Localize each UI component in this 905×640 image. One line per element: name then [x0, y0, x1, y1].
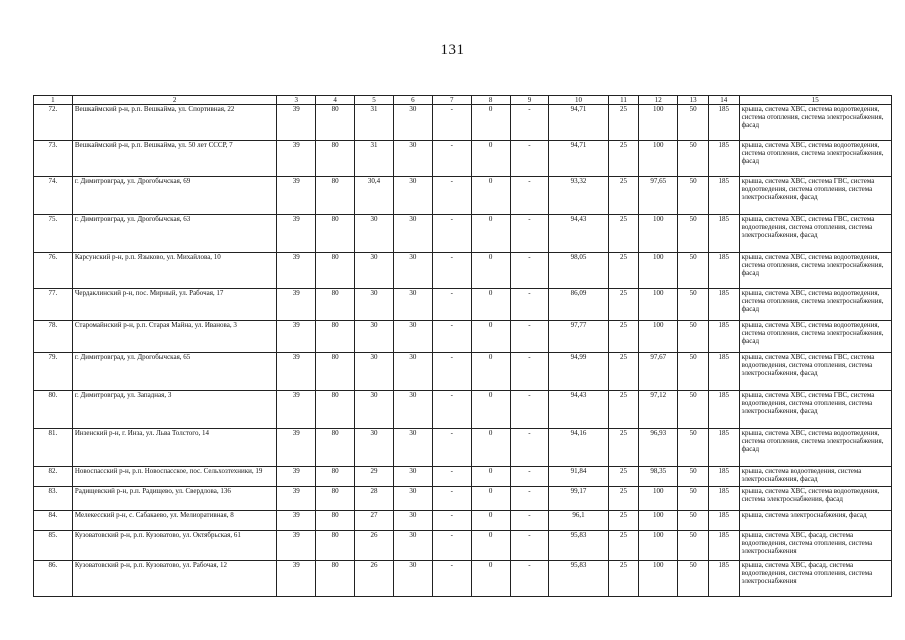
- value-cell-14: 185: [708, 105, 739, 141]
- value-cell-5: 30: [355, 215, 394, 253]
- value-cell-14: 185: [708, 511, 739, 531]
- value-cell-3: 39: [277, 353, 316, 391]
- value-cell-14: 185: [708, 531, 739, 561]
- value-cell-6: 30: [393, 253, 432, 289]
- value-cell-4: 80: [316, 321, 355, 353]
- column-header-8: 8: [471, 96, 510, 105]
- value-cell-5: 27: [355, 511, 394, 531]
- value-cell-9: -: [510, 391, 549, 429]
- works-cell: крыша, система ХВС, система водоотведения, система отопления, система электроснабжения, фасад: [739, 105, 891, 141]
- value-cell-14: 185: [708, 429, 739, 467]
- value-cell-4: 80: [316, 289, 355, 321]
- column-header-15: 15: [739, 96, 891, 105]
- value-cell-13: 50: [678, 561, 709, 597]
- value-cell-4: 80: [316, 215, 355, 253]
- value-cell-5: 30,4: [355, 177, 394, 215]
- value-cell-9: -: [510, 487, 549, 511]
- works-cell: крыша, система ХВС, фасад, система водоотведения, система отопления, система электроснабжения: [739, 531, 891, 561]
- value-cell-13: 50: [678, 487, 709, 511]
- value-cell-13: 50: [678, 177, 709, 215]
- row-number: 76.: [34, 253, 73, 289]
- value-cell-10: 94,99: [549, 353, 608, 391]
- table-row: [34, 215, 892, 253]
- table-row: [34, 141, 892, 177]
- value-cell-9: -: [510, 215, 549, 253]
- value-cell-6: 30: [393, 531, 432, 561]
- value-cell-5: 29: [355, 467, 394, 487]
- value-cell-3: 39: [277, 253, 316, 289]
- value-cell-10: 96,1: [549, 511, 608, 531]
- value-cell-9: -: [510, 321, 549, 353]
- value-cell-10: 98,05: [549, 253, 608, 289]
- value-cell-9: -: [510, 467, 549, 487]
- value-cell-4: 80: [316, 253, 355, 289]
- value-cell-13: 50: [678, 321, 709, 353]
- value-cell-8: 0: [471, 289, 510, 321]
- table-row: [34, 467, 892, 487]
- value-cell-7: -: [432, 531, 471, 561]
- value-cell-9: -: [510, 353, 549, 391]
- value-cell-8: 0: [471, 215, 510, 253]
- row-number: 78.: [34, 321, 73, 353]
- value-cell-6: 30: [393, 561, 432, 597]
- address-cell: Чердаклинский р-н, пос. Мирный, ул. Рабочая, 17: [72, 289, 277, 321]
- value-cell-3: 39: [277, 561, 316, 597]
- value-cell-8: 0: [471, 105, 510, 141]
- address-cell: Новоспасский р-н, р.п. Новоспасское, пос. Сельхозтехники, 19: [72, 467, 277, 487]
- value-cell-4: 80: [316, 511, 355, 531]
- value-cell-4: 80: [316, 487, 355, 511]
- value-cell-8: 0: [471, 141, 510, 177]
- value-cell-10: 91,84: [549, 467, 608, 487]
- works-cell: крыша, система ХВС, система водоотведения, система отопления, система электроснабжения, фасад: [739, 141, 891, 177]
- value-cell-3: 39: [277, 289, 316, 321]
- address-cell: Кузоватовский р-н, р.п. Кузоватово, ул. Октябрьская, 61: [72, 531, 277, 561]
- value-cell-7: -: [432, 321, 471, 353]
- column-header-12: 12: [639, 96, 678, 105]
- column-header-7: 7: [432, 96, 471, 105]
- value-cell-6: 30: [393, 391, 432, 429]
- column-header-13: 13: [678, 96, 709, 105]
- address-cell: г. Димитровград, ул. Дрогобычская, 65: [72, 353, 277, 391]
- value-cell-5: 31: [355, 105, 394, 141]
- value-cell-7: -: [432, 391, 471, 429]
- row-number: 83.: [34, 487, 73, 511]
- table-row: [34, 561, 892, 597]
- works-cell: крыша, система ХВС, система водоотведения, система отопления, система электроснабжения, фасад: [739, 321, 891, 353]
- column-header-14: 14: [708, 96, 739, 105]
- value-cell-10: 94,71: [549, 105, 608, 141]
- value-cell-8: 0: [471, 391, 510, 429]
- value-cell-10: 97,77: [549, 321, 608, 353]
- table-row: [34, 511, 892, 531]
- works-cell: крыша, система ХВС, система ГВС, система водоотведения, система отопления, система электроснабжения, фасад: [739, 215, 891, 253]
- value-cell-14: 185: [708, 467, 739, 487]
- table-row: [34, 177, 892, 215]
- value-cell-12: 100: [639, 321, 678, 353]
- value-cell-10: 94,71: [549, 141, 608, 177]
- value-cell-13: 50: [678, 141, 709, 177]
- column-header-4: 4: [316, 96, 355, 105]
- address-cell: Карсунский р-н, р.п. Языково, ул. Михайлова, 10: [72, 253, 277, 289]
- value-cell-8: 0: [471, 511, 510, 531]
- address-cell: Кузоватовский р-н, р.п. Кузоватово, ул. Рабочая, 12: [72, 561, 277, 597]
- value-cell-13: 50: [678, 391, 709, 429]
- value-cell-11: 25: [608, 531, 639, 561]
- row-number: 74.: [34, 177, 73, 215]
- value-cell-4: 80: [316, 105, 355, 141]
- value-cell-13: 50: [678, 105, 709, 141]
- value-cell-7: -: [432, 253, 471, 289]
- value-cell-3: 39: [277, 105, 316, 141]
- works-cell: крыша, система ХВС, система водоотведения, система электроснабжения, фасад: [739, 487, 891, 511]
- value-cell-14: 185: [708, 253, 739, 289]
- value-cell-9: -: [510, 141, 549, 177]
- column-header-1: 1: [34, 96, 73, 105]
- value-cell-3: 39: [277, 391, 316, 429]
- value-cell-7: -: [432, 177, 471, 215]
- value-cell-5: 28: [355, 487, 394, 511]
- address-cell: Вешкаймский р-н, р.п. Вешкайма, ул. Спортивная, 22: [72, 105, 277, 141]
- value-cell-6: 30: [393, 511, 432, 531]
- value-cell-11: 25: [608, 215, 639, 253]
- works-cell: крыша, система ХВС, система ГВС, система водоотведения, система отопления, система электроснабжения, фасад: [739, 353, 891, 391]
- value-cell-10: 94,43: [549, 215, 608, 253]
- table-row: [34, 531, 892, 561]
- row-number: 85.: [34, 531, 73, 561]
- value-cell-12: 100: [639, 511, 678, 531]
- value-cell-5: 30: [355, 253, 394, 289]
- value-cell-6: 30: [393, 353, 432, 391]
- table-body: [34, 105, 892, 597]
- table-row: [34, 289, 892, 321]
- value-cell-6: 30: [393, 467, 432, 487]
- value-cell-9: -: [510, 429, 549, 467]
- value-cell-9: -: [510, 177, 549, 215]
- row-number: 80.: [34, 391, 73, 429]
- value-cell-9: -: [510, 253, 549, 289]
- value-cell-4: 80: [316, 177, 355, 215]
- value-cell-7: -: [432, 105, 471, 141]
- value-cell-13: 50: [678, 215, 709, 253]
- value-cell-4: 80: [316, 531, 355, 561]
- value-cell-7: -: [432, 353, 471, 391]
- value-cell-12: 100: [639, 215, 678, 253]
- value-cell-5: 30: [355, 429, 394, 467]
- value-cell-6: 30: [393, 289, 432, 321]
- table-row: [34, 429, 892, 467]
- value-cell-14: 185: [708, 353, 739, 391]
- value-cell-10: 94,43: [549, 391, 608, 429]
- value-cell-10: 93,32: [549, 177, 608, 215]
- value-cell-11: 25: [608, 141, 639, 177]
- works-cell: крыша, система водоотведения, система электроснабжения, фасад: [739, 467, 891, 487]
- value-cell-11: 25: [608, 289, 639, 321]
- value-cell-3: 39: [277, 531, 316, 561]
- value-cell-12: 97,12: [639, 391, 678, 429]
- value-cell-14: 185: [708, 141, 739, 177]
- value-cell-12: 100: [639, 141, 678, 177]
- address-cell: г. Димитровград, ул. Дрогобычская, 69: [72, 177, 277, 215]
- value-cell-4: 80: [316, 429, 355, 467]
- value-cell-9: -: [510, 531, 549, 561]
- value-cell-5: 31: [355, 141, 394, 177]
- value-cell-13: 50: [678, 531, 709, 561]
- column-header-3: 3: [277, 96, 316, 105]
- value-cell-11: 25: [608, 429, 639, 467]
- value-cell-8: 0: [471, 321, 510, 353]
- column-header-9: 9: [510, 96, 549, 105]
- value-cell-11: 25: [608, 321, 639, 353]
- value-cell-7: -: [432, 289, 471, 321]
- value-cell-14: 185: [708, 391, 739, 429]
- row-number: 84.: [34, 511, 73, 531]
- column-header-5: 5: [355, 96, 394, 105]
- value-cell-3: 39: [277, 177, 316, 215]
- value-cell-13: 50: [678, 429, 709, 467]
- value-cell-14: 185: [708, 215, 739, 253]
- value-cell-3: 39: [277, 429, 316, 467]
- address-cell: Старомайнский р-н, р.п. Старая Майна, ул. Иванова, 3: [72, 321, 277, 353]
- works-cell: крыша, система ХВС, система водоотведения, система отопления, система электроснабжения, фасад: [739, 289, 891, 321]
- value-cell-6: 30: [393, 321, 432, 353]
- value-cell-11: 25: [608, 391, 639, 429]
- value-cell-13: 50: [678, 467, 709, 487]
- row-number: 73.: [34, 141, 73, 177]
- column-header-10: 10: [549, 96, 608, 105]
- value-cell-3: 39: [277, 215, 316, 253]
- value-cell-10: 95,83: [549, 531, 608, 561]
- value-cell-4: 80: [316, 353, 355, 391]
- row-number: 81.: [34, 429, 73, 467]
- value-cell-13: 50: [678, 253, 709, 289]
- value-cell-5: 26: [355, 531, 394, 561]
- value-cell-4: 80: [316, 141, 355, 177]
- value-cell-12: 100: [639, 253, 678, 289]
- value-cell-12: 97,65: [639, 177, 678, 215]
- column-header-11: 11: [608, 96, 639, 105]
- value-cell-12: 96,93: [639, 429, 678, 467]
- value-cell-8: 0: [471, 467, 510, 487]
- value-cell-9: -: [510, 105, 549, 141]
- works-cell: крыша, система электроснабжения, фасад: [739, 511, 891, 531]
- value-cell-4: 80: [316, 391, 355, 429]
- value-cell-7: -: [432, 487, 471, 511]
- address-cell: Вешкаймский р-н, р.п. Вешкайма, ул. 50 лет СССР, 7: [72, 141, 277, 177]
- value-cell-10: 99,17: [549, 487, 608, 511]
- works-cell: крыша, система ХВС, система ГВС, система водоотведения, система отопления, система электроснабжения, фасад: [739, 177, 891, 215]
- value-cell-14: 185: [708, 321, 739, 353]
- value-cell-10: 95,83: [549, 561, 608, 597]
- value-cell-12: 98,35: [639, 467, 678, 487]
- value-cell-7: -: [432, 141, 471, 177]
- value-cell-12: 100: [639, 289, 678, 321]
- value-cell-11: 25: [608, 487, 639, 511]
- value-cell-13: 50: [678, 353, 709, 391]
- row-number: 75.: [34, 215, 73, 253]
- value-cell-7: -: [432, 561, 471, 597]
- building-register-table: [33, 95, 892, 597]
- page-number: 131: [440, 42, 465, 58]
- table-row: [34, 321, 892, 353]
- value-cell-8: 0: [471, 177, 510, 215]
- value-cell-6: 30: [393, 105, 432, 141]
- value-cell-7: -: [432, 467, 471, 487]
- value-cell-7: -: [432, 429, 471, 467]
- value-cell-13: 50: [678, 511, 709, 531]
- value-cell-6: 30: [393, 487, 432, 511]
- value-cell-3: 39: [277, 321, 316, 353]
- value-cell-12: 100: [639, 531, 678, 561]
- value-cell-6: 30: [393, 429, 432, 467]
- value-cell-10: 86,09: [549, 289, 608, 321]
- row-number: 77.: [34, 289, 73, 321]
- value-cell-5: 30: [355, 289, 394, 321]
- value-cell-11: 25: [608, 467, 639, 487]
- value-cell-12: 100: [639, 105, 678, 141]
- row-number: 82.: [34, 467, 73, 487]
- value-cell-6: 30: [393, 141, 432, 177]
- column-header-6: 6: [393, 96, 432, 105]
- value-cell-9: -: [510, 289, 549, 321]
- column-header-2: 2: [72, 96, 277, 105]
- value-cell-11: 25: [608, 177, 639, 215]
- value-cell-5: 26: [355, 561, 394, 597]
- address-cell: Инзенский р-н, г. Инза, ул. Льва Толстого, 14: [72, 429, 277, 467]
- value-cell-14: 185: [708, 177, 739, 215]
- address-cell: г. Димитровград, ул. Дрогобычская, 63: [72, 215, 277, 253]
- value-cell-11: 25: [608, 561, 639, 597]
- value-cell-4: 80: [316, 467, 355, 487]
- value-cell-3: 39: [277, 467, 316, 487]
- table-row: [34, 253, 892, 289]
- value-cell-5: 30: [355, 353, 394, 391]
- value-cell-14: 185: [708, 487, 739, 511]
- value-cell-14: 185: [708, 561, 739, 597]
- value-cell-14: 185: [708, 289, 739, 321]
- value-cell-6: 30: [393, 177, 432, 215]
- value-cell-3: 39: [277, 511, 316, 531]
- works-cell: крыша, система ХВС, система водоотведения, система отопления, система электроснабжения, фасад: [739, 253, 891, 289]
- table-row: [34, 105, 892, 141]
- value-cell-10: 94,16: [549, 429, 608, 467]
- address-cell: Мелекесский р-н, с. Сабакаево, ул. Мелиоративная, 8: [72, 511, 277, 531]
- value-cell-3: 39: [277, 487, 316, 511]
- value-cell-7: -: [432, 511, 471, 531]
- address-cell: Радищевский р-н, р.п. Радищево, ул. Свердлова, 136: [72, 487, 277, 511]
- value-cell-12: 100: [639, 561, 678, 597]
- table-row: [34, 487, 892, 511]
- table-row: [34, 353, 892, 391]
- value-cell-12: 100: [639, 487, 678, 511]
- value-cell-9: -: [510, 511, 549, 531]
- value-cell-8: 0: [471, 429, 510, 467]
- value-cell-5: 30: [355, 321, 394, 353]
- works-cell: крыша, система ХВС, система водоотведения, система отопления, система электроснабжения, фасад: [739, 429, 891, 467]
- value-cell-8: 0: [471, 487, 510, 511]
- address-cell: г. Димитровград, ул. Западная, 3: [72, 391, 277, 429]
- value-cell-11: 25: [608, 353, 639, 391]
- value-cell-5: 30: [355, 391, 394, 429]
- value-cell-11: 25: [608, 105, 639, 141]
- works-cell: крыша, система ХВС, фасад, система водоотведения, система отопления, система электроснабжения: [739, 561, 891, 597]
- value-cell-12: 97,67: [639, 353, 678, 391]
- value-cell-9: -: [510, 561, 549, 597]
- value-cell-3: 39: [277, 141, 316, 177]
- value-cell-11: 25: [608, 253, 639, 289]
- value-cell-8: 0: [471, 253, 510, 289]
- header-row: [34, 96, 892, 105]
- value-cell-4: 80: [316, 561, 355, 597]
- value-cell-8: 0: [471, 531, 510, 561]
- value-cell-6: 30: [393, 215, 432, 253]
- value-cell-8: 0: [471, 561, 510, 597]
- table-row: [34, 391, 892, 429]
- value-cell-11: 25: [608, 511, 639, 531]
- row-number: 86.: [34, 561, 73, 597]
- value-cell-7: -: [432, 215, 471, 253]
- works-cell: крыша, система ХВС, система ГВС, система водоотведения, система отопления, система электроснабжения, фасад: [739, 391, 891, 429]
- row-number: 72.: [34, 105, 73, 141]
- value-cell-8: 0: [471, 353, 510, 391]
- row-number: 79.: [34, 353, 73, 391]
- value-cell-13: 50: [678, 289, 709, 321]
